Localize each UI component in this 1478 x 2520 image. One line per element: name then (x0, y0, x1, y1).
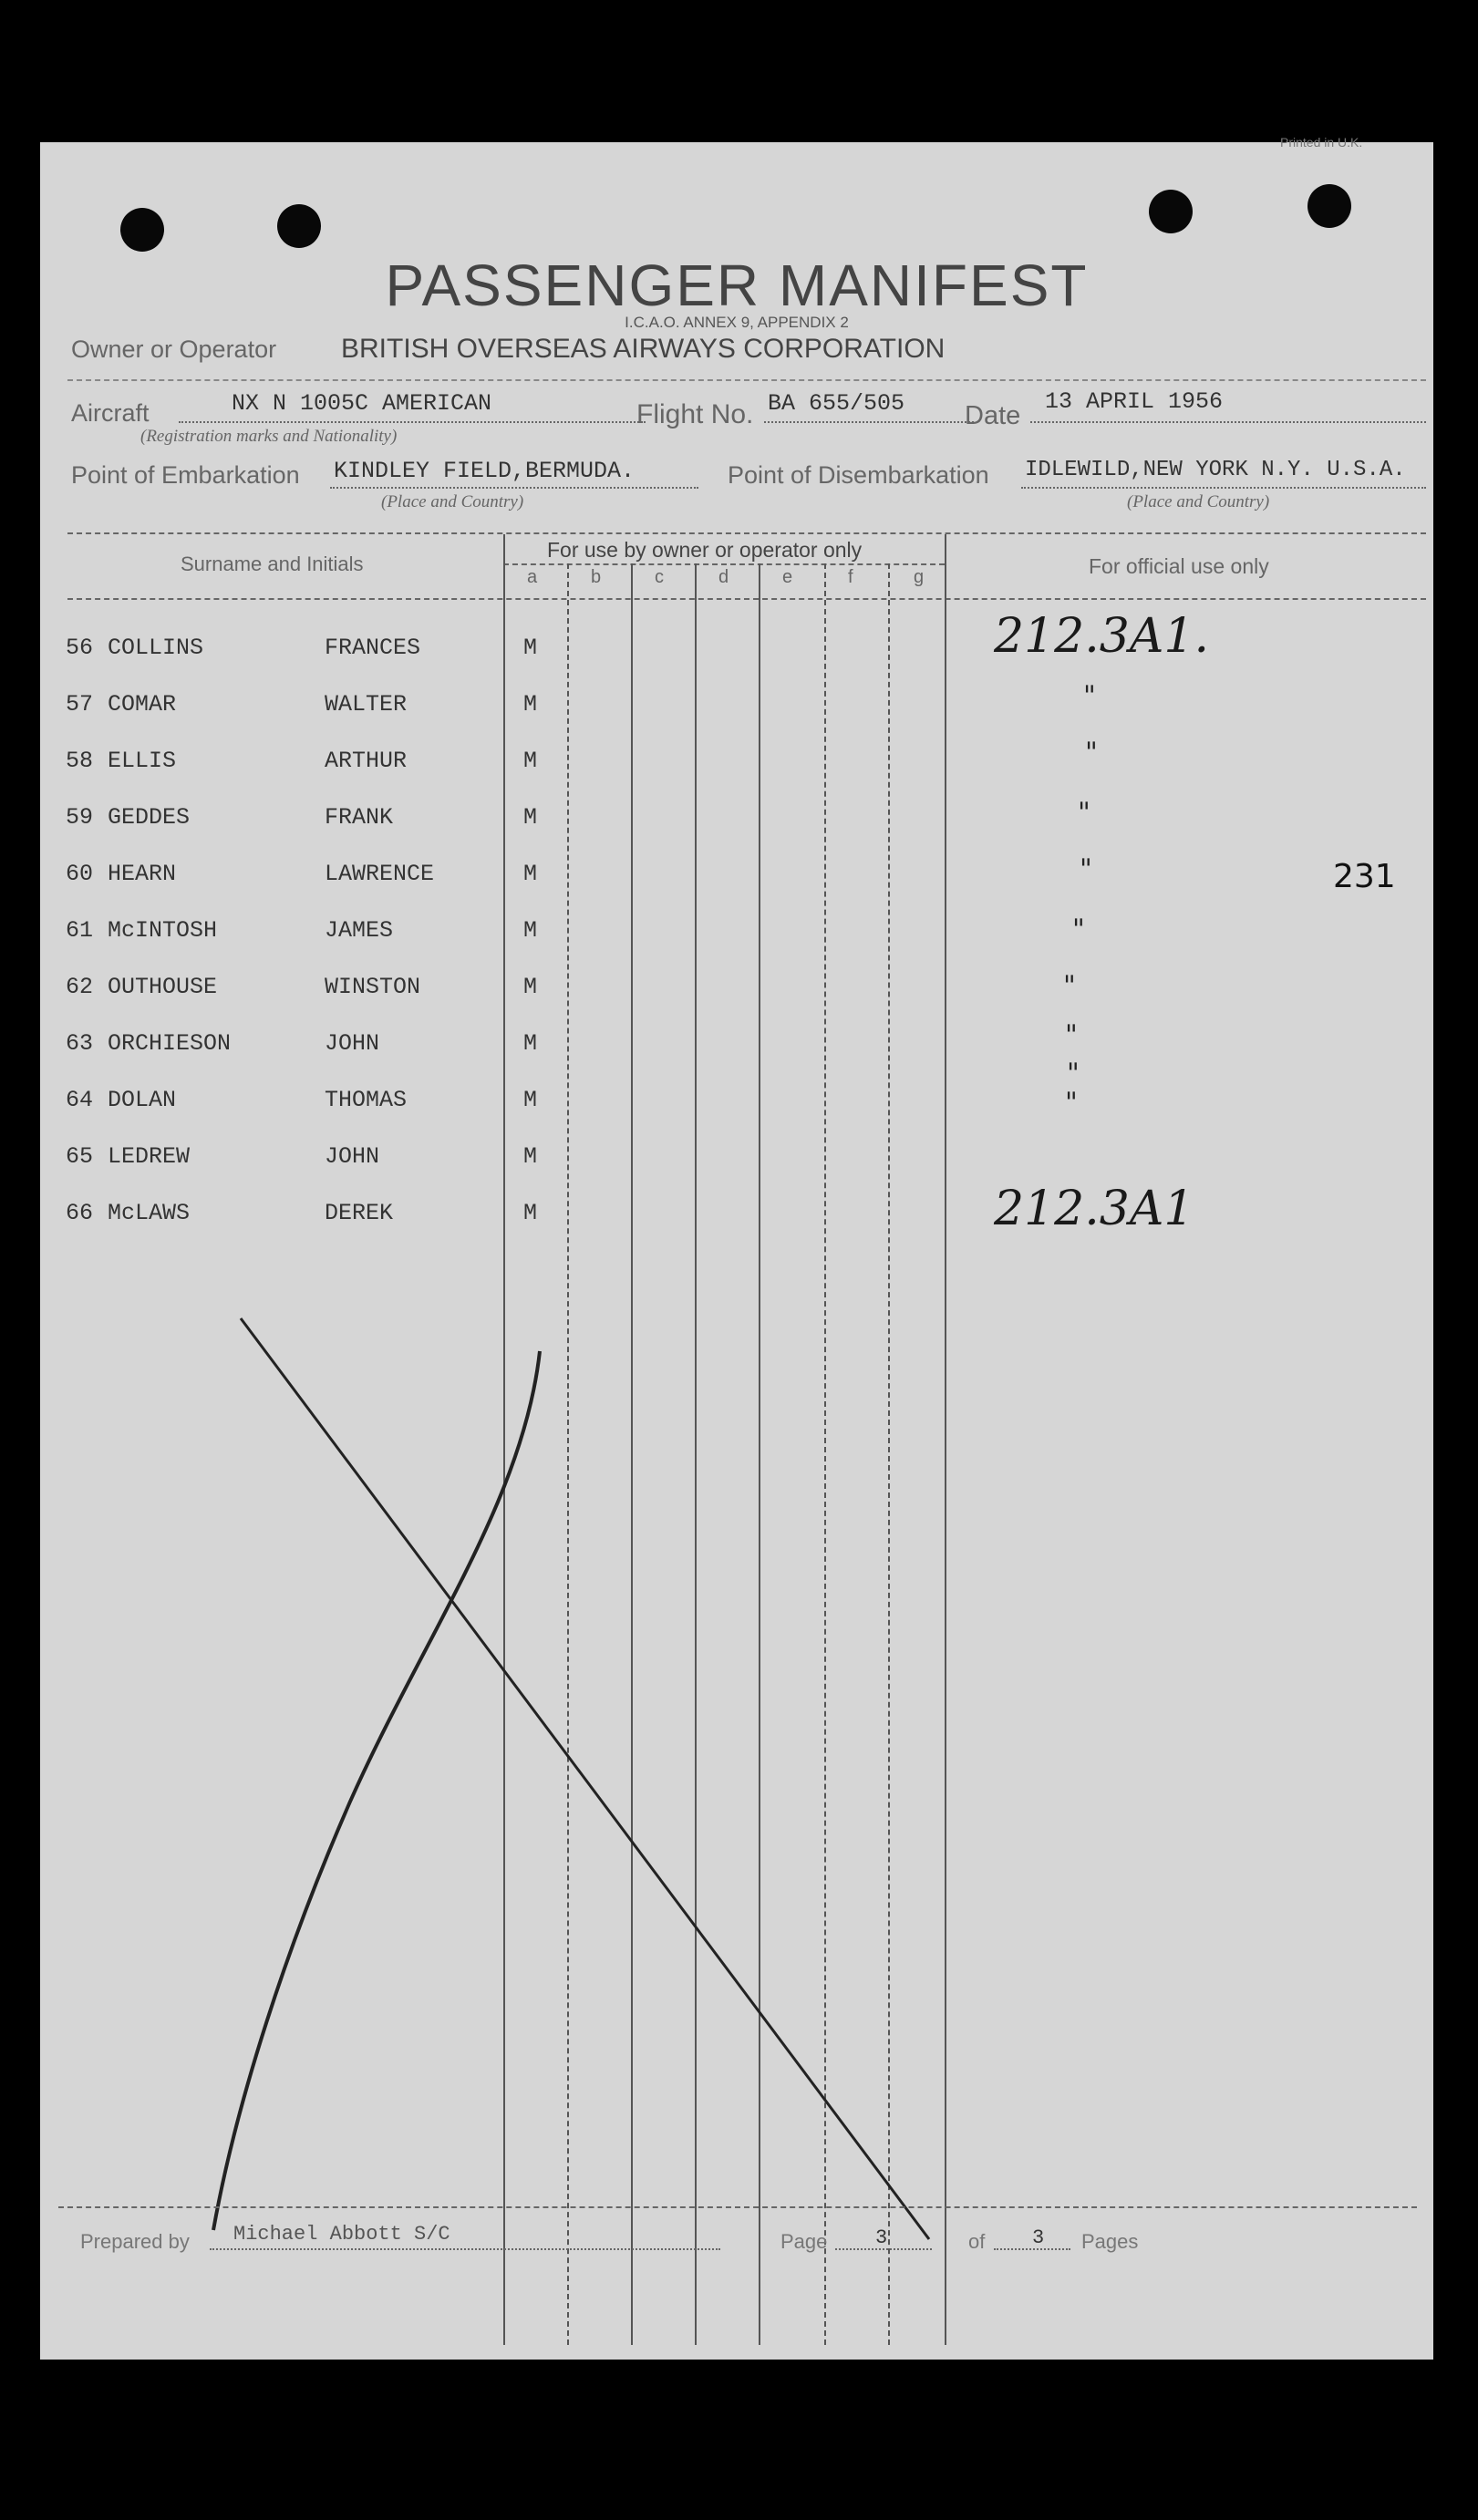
surname-cell: LEDREW (108, 1143, 191, 1170)
date-label: Date (965, 401, 1021, 430)
cancellation-cross (40, 142, 1433, 2360)
disembarkation-note: (Place and Country) (1127, 492, 1270, 511)
aircraft-label: Aircraft (71, 399, 150, 427)
disembarkation-label: Point of Disembarkation (728, 461, 989, 489)
surname-header: Surname and Initials (181, 553, 364, 575)
footer-rule (58, 2206, 1417, 2208)
official-entry: 212.3A1. (994, 609, 1210, 664)
manifest-sheet (40, 135, 1433, 2360)
initials-cell: WALTER (325, 691, 408, 718)
row-number: 63 (66, 1030, 94, 1057)
pages-label: Pages (1081, 2230, 1139, 2253)
subcol-g: g (914, 567, 925, 587)
prepared-by-value: Michael Abbott S/C (233, 2223, 450, 2246)
row-number: 64 (66, 1087, 94, 1113)
official-use-header: For official use only (1089, 554, 1269, 578)
initials-cell: DEREK (325, 1200, 394, 1226)
initials-cell: THOMAS (325, 1087, 408, 1113)
surname-cell: ORCHIESON (108, 1030, 232, 1057)
official-entry: " (1063, 970, 1076, 1002)
surname-cell: McLAWS (108, 1200, 191, 1226)
official-entry: " (1083, 680, 1096, 712)
subcol-d: d (718, 567, 729, 587)
col-a-cell: M (523, 974, 538, 1000)
printed-note: Printed in U.K. (1280, 135, 1363, 150)
surname-cell: DOLAN (108, 1087, 177, 1113)
row-number: 57 (66, 691, 94, 718)
col-a-cell: M (523, 917, 538, 944)
flight-value: BA 655/505 (768, 390, 905, 417)
page-line (835, 2248, 932, 2250)
surname-cell: OUTHOUSE (108, 974, 218, 1000)
cross-stroke-straight (241, 1318, 929, 2239)
initials-cell: JOHN (325, 1143, 380, 1170)
page-number-stamp: 231 (1333, 858, 1396, 895)
row-number: 60 (66, 861, 94, 887)
official-entry: 212.3A1 (994, 1182, 1194, 1236)
surname-cell: COMAR (108, 691, 177, 718)
row-number: 59 (66, 804, 94, 831)
official-entry: " (1085, 737, 1098, 769)
row-number: 65 (66, 1143, 94, 1170)
initials-cell: JOHN (325, 1030, 380, 1057)
aircraft-note: (Registration marks and Nationality) (140, 427, 398, 446)
embarkation-value: KINDLEY FIELD,BERMUDA. (334, 458, 636, 484)
disembarkation-value: IDLEWILD,NEW YORK N.Y. U.S.A. (1025, 458, 1406, 482)
embarkation-note: (Place and Country) (381, 492, 524, 511)
aircraft-value: NX N 1005C AMERICAN (232, 390, 492, 417)
subcol-b: b (591, 567, 602, 587)
initials-cell: ARTHUR (325, 748, 408, 774)
col-a-cell: M (523, 635, 538, 661)
surname-cell: ELLIS (108, 748, 177, 774)
owner-label: Owner or Operator (71, 336, 277, 363)
page-label: Page (780, 2230, 828, 2253)
of-line (994, 2248, 1070, 2250)
initials-cell: WINSTON (325, 974, 421, 1000)
surname-cell: HEARN (108, 861, 177, 887)
of-value: 3 (1032, 2226, 1045, 2249)
subcol-f: f (848, 567, 853, 587)
col-a-cell: M (523, 1200, 538, 1226)
col-a-cell: M (523, 691, 538, 718)
col-a-cell: M (523, 1030, 538, 1057)
prepared-by-line (210, 2248, 720, 2250)
page-value: 3 (875, 2226, 888, 2249)
page-subtitle: I.C.A.O. ANNEX 9, APPENDIX 2 (625, 314, 849, 331)
col-a-cell: M (523, 1143, 538, 1170)
owner-use-header: For use by owner or operator only (547, 538, 863, 562)
col-a-cell: M (523, 1087, 538, 1113)
initials-cell: FRANCES (325, 635, 421, 661)
flight-label: Flight No. (636, 399, 754, 429)
row-number: 56 (66, 635, 94, 661)
page-title: PASSENGER MANIFEST (385, 253, 1089, 318)
row-number: 62 (66, 974, 94, 1000)
official-entry: " (1078, 797, 1090, 829)
surname-cell: McINTOSH (108, 917, 218, 944)
official-entry: " (1065, 1087, 1078, 1119)
col-a-cell: M (523, 861, 538, 887)
owner-value: BRITISH OVERSEAS AIRWAYS CORPORATION (341, 334, 946, 364)
subcol-a: a (527, 567, 538, 587)
subcol-c: c (655, 567, 664, 587)
initials-cell: LAWRENCE (325, 861, 435, 887)
prepared-by-label: Prepared by (80, 2230, 190, 2253)
subcol-e: e (782, 567, 793, 587)
col-a-cell: M (523, 804, 538, 831)
cross-stroke-curve (213, 1351, 540, 2230)
of-label: of (968, 2230, 986, 2253)
official-entry: " (1067, 1058, 1080, 1090)
surname-cell: GEDDES (108, 804, 191, 831)
official-entry: " (1080, 853, 1092, 885)
surname-cell: COLLINS (108, 635, 204, 661)
initials-cell: JAMES (325, 917, 394, 944)
col-a-cell: M (523, 748, 538, 774)
row-number: 66 (66, 1200, 94, 1226)
official-entry: " (1072, 914, 1085, 945)
row-number: 58 (66, 748, 94, 774)
official-entry: " (1065, 1019, 1078, 1051)
embarkation-label: Point of Embarkation (71, 461, 300, 489)
row-number: 61 (66, 917, 94, 944)
date-value: 13 APRIL 1956 (1045, 388, 1224, 415)
initials-cell: FRANK (325, 804, 394, 831)
